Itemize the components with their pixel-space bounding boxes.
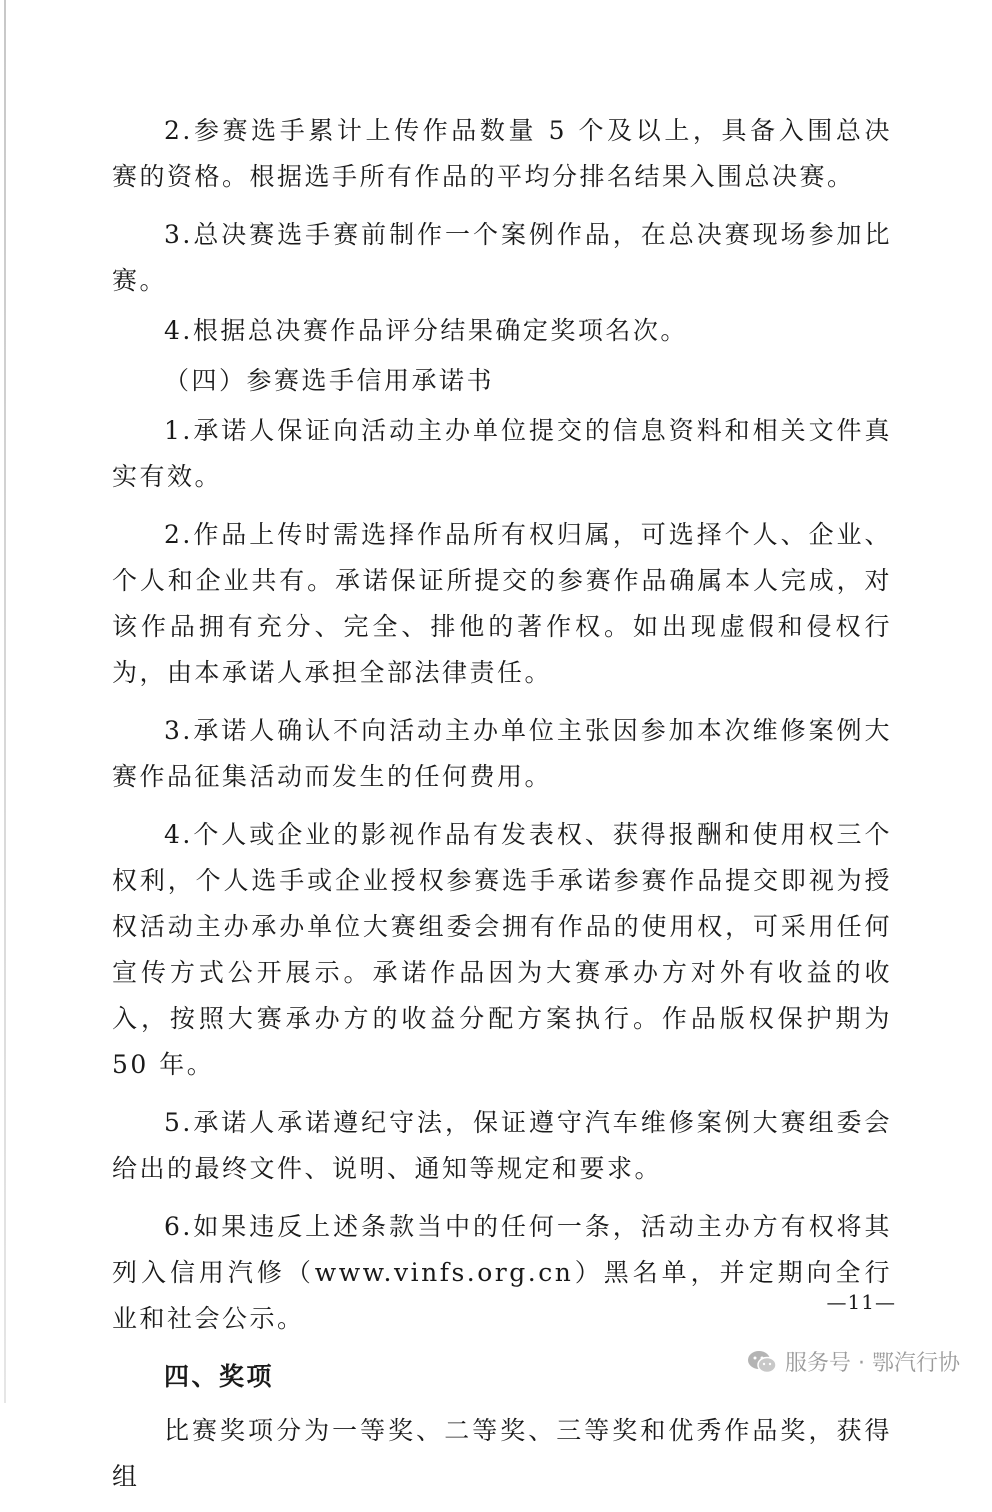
paragraph-ranking: 4.根据总决赛作品评分结果确定奖项名次。 — [164, 316, 688, 345]
paragraph-qualification: 2.参赛选手累计上传作品数量 5 个及以上，具备入围总决赛的资格。根据选手所有作品的平均分排名结果入围总决赛。 — [112, 116, 892, 191]
paragraph-pledge-3: 3.承诺人确认不向活动主办单位主张因参加本次维修案例大赛作品征集活动而发生的任何费用。 — [112, 716, 892, 791]
watermark-text: 服务号 · 鄂汽行协 — [785, 1351, 960, 1376]
subsection-title-credit-pledge: （四）参赛选手信用承诺书 — [164, 366, 495, 395]
document-body — [112, 108, 892, 1512]
paragraph-awards: 比赛奖项分为一等奖、二等奖、三等奖和优秀作品奖，获得组 — [112, 1416, 892, 1491]
section-heading-awards: 四、奖项 — [164, 1362, 275, 1391]
paragraph-pledge-4: 4.个人或企业的影视作品有发表权、获得报酬和使用权三个权利，个人选手或企业授权参赛选手承诺参赛作品提交即视为授权活动主办承办单位大赛组委会拥有作品的使用权，可采用任何宣传方式公开展示。承诺作品因为大赛承办方对外有收益的收入，按照大赛承办方的收益分配方案执行。作品版权保护期为 50 年。 — [112, 820, 892, 1079]
paragraph-pledge-6: 6.如果违反上述条款当中的任何一条，活动主办方有权将其列入信用汽修（www.vinfs.org.cn）黑名单，并定期向全行业和社会公示。 — [112, 1212, 892, 1333]
paragraph-pledge-1: 1.承诺人保证向活动主办单位提交的信息资料和相关文件真实有效。 — [112, 416, 892, 491]
paragraph-pledge-5: 5.承诺人承诺遵纪守法，保证遵守汽车维修案例大赛组委会给出的最终文件、说明、通知等规定和要求。 — [112, 1108, 892, 1183]
paragraph-final-case: 3.总决赛选手赛前制作一个案例作品，在总决赛现场参加比赛。 — [112, 220, 892, 295]
page-number: —11— — [826, 1290, 896, 1314]
paragraph-pledge-2: 2.作品上传时需选择作品所有权归属，可选择个人、企业、个人和企业共有。承诺保证所提交的参赛作品确属本人完成，对该作品拥有充分、完全、排他的著作权。如出现虚假和侵权行为，由本承诺人承担全部法律责任。 — [112, 520, 892, 687]
watermark — [747, 1346, 960, 1377]
scan-edge — [4, 0, 6, 1403]
wechat-icon — [747, 1349, 777, 1375]
